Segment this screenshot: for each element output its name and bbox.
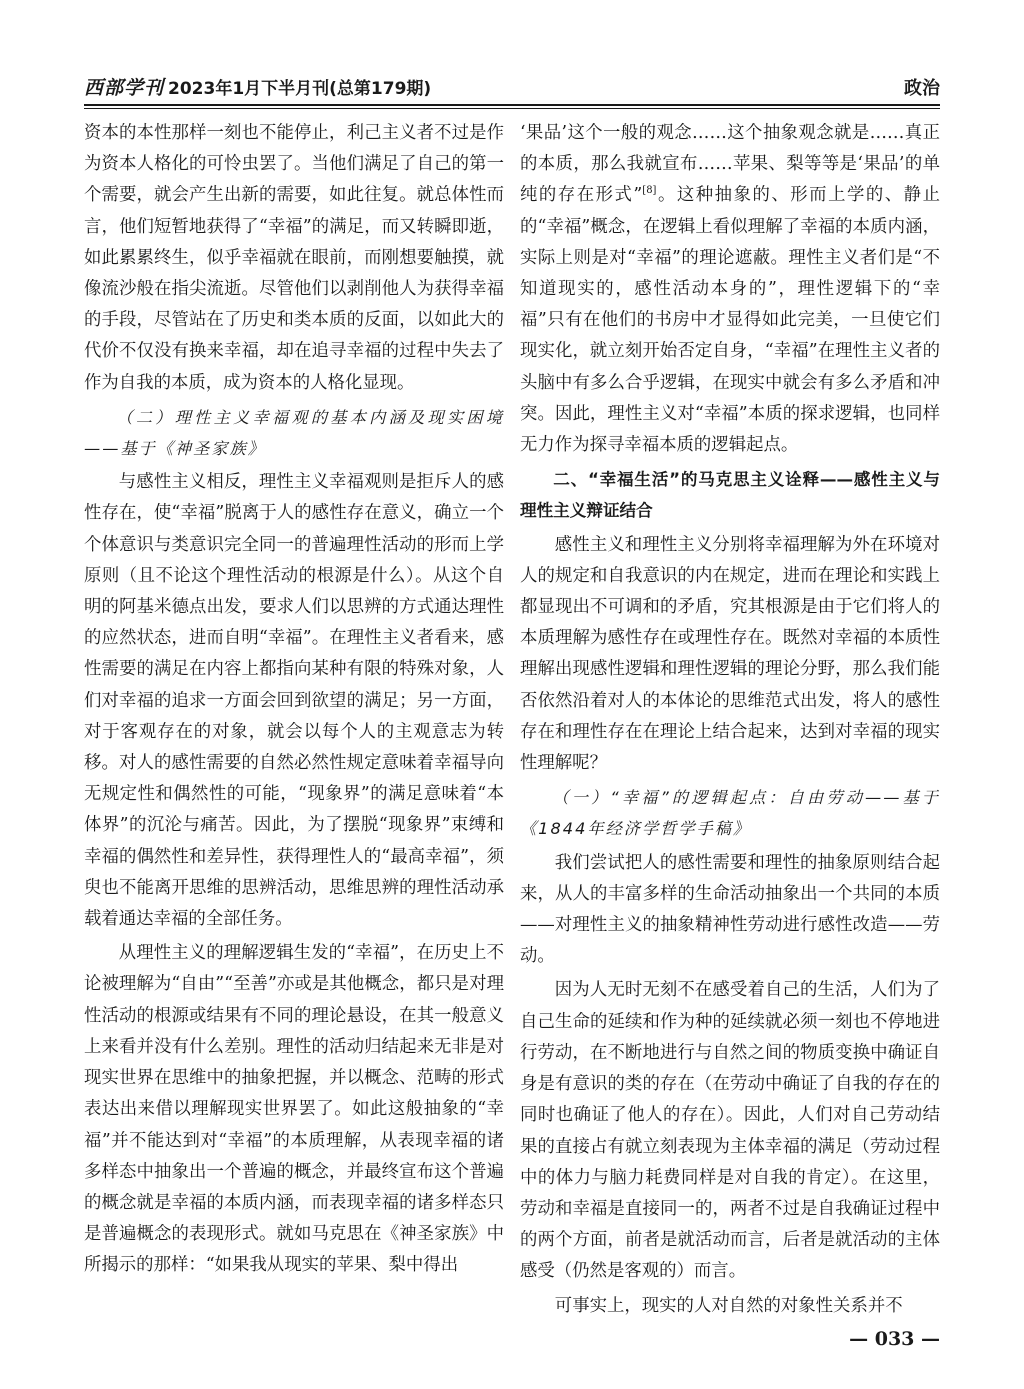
- paragraph: [520, 1291, 940, 1322]
- paragraph-text: 从理性主义的理解逻辑生发的“幸福”，在历史上不论被理解为“自由”“至善”亦或是其他概念，都只是对理性活动的根源或结果有不同的理论悬设，在其一般意义上来看并没有什么差别。理性的活动归结起来无非是对现实世界在思维中的抽象把握，并以概念、范畴的形式表达出来借以理解现实世界罢了。如此这般抽象的“幸福”并不能达到对“幸福”的本质理解，从表现幸福的诸多样态中抽象出一个普遍的概念，并最终宣布这个普遍的概念就是幸福的本质内涵，而表现幸福的诸多样态只是普遍概念的表现形式。就如马克思在《神圣家族》中所揭示的那样：“如果我从现实的苹果、梨中得出: [84, 943, 504, 1276]
- right-column: [520, 118, 940, 1322]
- header-rule: [84, 104, 940, 106]
- journal-name: 西部学刊: [84, 77, 165, 99]
- section-heading: [520, 464, 940, 526]
- running-header: [84, 60, 940, 100]
- page-number: — 033 —: [849, 1328, 940, 1350]
- citation-mark: [8]: [642, 185, 657, 197]
- subsection-heading: [520, 782, 940, 844]
- paragraph: [520, 530, 940, 780]
- paragraph-text: 我们尝试把人的感性需要和理性的抽象原则结合起来，从人的丰富多样的生命活动抽象出一个共同的本质——对理性主义的抽象精神性劳动进行感性改造——劳动。: [520, 852, 940, 967]
- paragraph: [520, 118, 940, 461]
- left-column: [84, 118, 504, 1282]
- paragraph: [520, 848, 940, 973]
- paragraph: [520, 975, 940, 1287]
- paragraph-text: 感性主义和理性主义分别将幸福理解为外在环境对人的规定和自我意识的内在规定，进而在理论和实践上都显现出不可调和的矛盾，究其根源是由于它们将人的本质理解为感性存在或理性存在。既然对幸福的本质性理解出现感性逻辑和理性逻辑的理论分野，那么我们能否依然沿着对人的本体论的思维范式出发，将人的感性存在和理性存在在理论上结合起来，达到对幸福的现实性理解呢？: [520, 534, 940, 774]
- paragraph-text: 。这种抽象的、形而上学的、静止的“幸福”概念，在逻辑上看似理解了幸福的本质内涵，实际上则是对“幸福”的理论遮蔽。理性主义者们是“不知道现实的，感性活动本身的”，理性逻辑下的“幸福”只有在他们的书房中才显得如此完美，一旦使它们现实化，就立刻开始否定自身，“幸福”在理性主义者的头脑中有多么合乎逻辑，在现实中就会有多么矛盾和冲突。因此，理性主义对“幸福”本质的探求逻辑，也同样无力作为探寻幸福本质的逻辑起点。: [520, 185, 940, 456]
- paragraph-text: ‘果品’这个一般的观念……这个抽象观念就是……真正的本质，那么我就宣布……苹果、梨等等是‘果品’的单纯的存在形式”: [520, 123, 940, 206]
- paragraph-text: 二、“幸福生活”的马克思主义诠释——感性主义与理性主义辩证结合: [520, 470, 940, 521]
- issue-info: 2023年1月下半月刊(总第179期): [168, 79, 432, 99]
- paragraph-text: 资本的本性那样一刻也不能停止，利己主义者不过是作为资本人格化的可怜虫罢了。当他们满足了自己的第一个需要，就会产生出新的需要，如此往复。就总体性而言，他们短暂地获得了“幸福”的满足，而又转瞬即逝，如此累累终生，似乎幸福就在眼前，而刚想要触摸，就像流沙般在指尖流逝。尽管他们以剥削他人为获得幸福的手段，尽管站在了历史和类本质的反面，以如此大的代价不仅没有换来幸福，却在追寻幸福的过程中失去了作为自我的本质，成为资本的人格化显现。: [84, 123, 504, 393]
- header-left: [84, 73, 431, 100]
- paragraph: [84, 938, 504, 1281]
- paragraph: [84, 467, 504, 935]
- paragraph-text: 因为人无时无刻不在感受着自己的生活，人们为了自己生命的延续和作为种的延续就必须一刻也不停地进行劳动，在不断地进行与自然之间的物质变换中确证自身是有意识的类的存在（在劳动中确证了自我的存在的同时也确证了他人的存在）。因此，人们对自己劳动结果的直接占有就立刻表现为主体幸福的满足（劳动过程中的体力与脑力耗费同样是对自我的肯定）。在这里，劳动和幸福是直接同一的，两者不过是自我确证过程中的两个方面，前者是就活动而言，后者是就活动的主体感受（仍然是客观的）而言。: [520, 980, 940, 1282]
- paragraph: [84, 118, 504, 399]
- paragraph-text: （二）理性主义幸福观的基本内涵及现实困境——基于《神圣家族》: [84, 407, 504, 459]
- paragraph-text: （一）“幸福”的逻辑起点：自由劳动——基于《1844年经济学哲学手稿》: [520, 788, 940, 839]
- subsection-heading: [84, 402, 504, 464]
- section-label: 政治: [904, 78, 940, 99]
- paragraph-text: 可事实上，现实的人对自然的对象性关系并不: [554, 1295, 903, 1316]
- paragraph-text: 与感性主义相反，理性主义幸福观则是拒斥人的感性存在，使“幸福”脱离于人的感性存在意义，确立一个个体意识与类意识完全同一的普遍理性活动的形而上学原则（且不论这个理性活动的根源是什么）。从这个自明的阿基米德点出发，要求人们以思辨的方式通达理性的应然状态，进而自明“幸福”。在理性主义者看来，感性需要的满足在内容上都指向某种有限的特殊对象，人们对幸福的追求一方面会回到欲望的满足；另一方面，对于客观存在的对象，就会以每个人的主观意志为转移。对人的感性需要的自然必然性规定意味着幸福导向无规定性和偶然性的可能，“现象界”的满足意味着“本体界”的沉沦与痛苦。因此，为了摆脱“现象界”束缚和幸福的偶然性和差异性，获得理性人的“最高幸福”，须臾也不能离开思维的思辨活动，思维思辨的理性活动承载着通达幸福的全部任务。: [84, 472, 504, 930]
- header-rule-thin: [84, 108, 940, 109]
